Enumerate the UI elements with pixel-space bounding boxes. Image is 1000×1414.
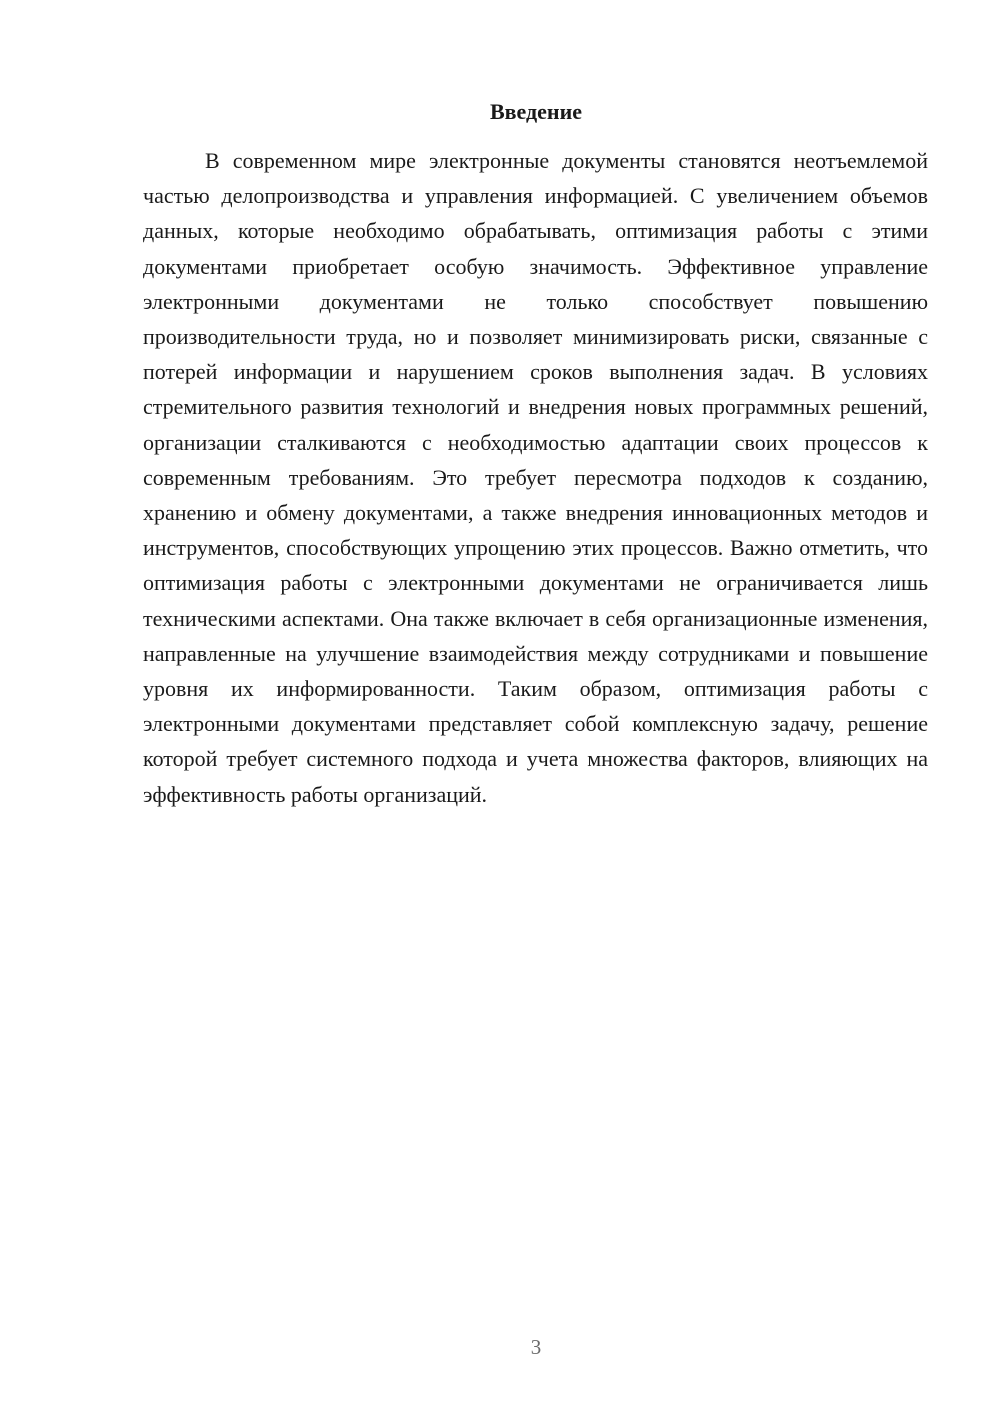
section-heading: Введение <box>489 99 583 124</box>
introduction-paragraph: В современном мире электронные документы становятся неотъемлемой частью делопроизводства и управления информацией. С увеличением объемов данных, которые необходимо обрабатывать, оптимизация работы с этими документами приобретает особую значимость. Эффективное управление электронными документами не только способствует повышению производительности труда, но и позволяет минимизировать риски, связанные с потерей информации и нарушением сроков выполнения задач. В условиях стремительного развития технологий и внедрения новых программных решений, организации сталкиваются с необходимостью адаптации своих процессов к современным требованиям. Это требует пересмотра подходов к созданию, хранению и обмену документами, а также внедрения инновационных методов и инструментов, способствующих упрощению этих процессов. Важно отметить, что оптимизация работы с электронными документами не ограничивается лишь техническими аспектами. Она также включает в себя организационные изменения, направленные на улучшение взаимодействия между сотрудниками и повышение уровня их информированности. Таким образом, оптимизация работы с электронными документами представляет собой комплексную задачу, решение которой требует системного подхода и учета множества факторов, влияющих на эффективность работы организаций. <box>143 148 928 807</box>
page-number: 3 <box>530 1335 542 1359</box>
